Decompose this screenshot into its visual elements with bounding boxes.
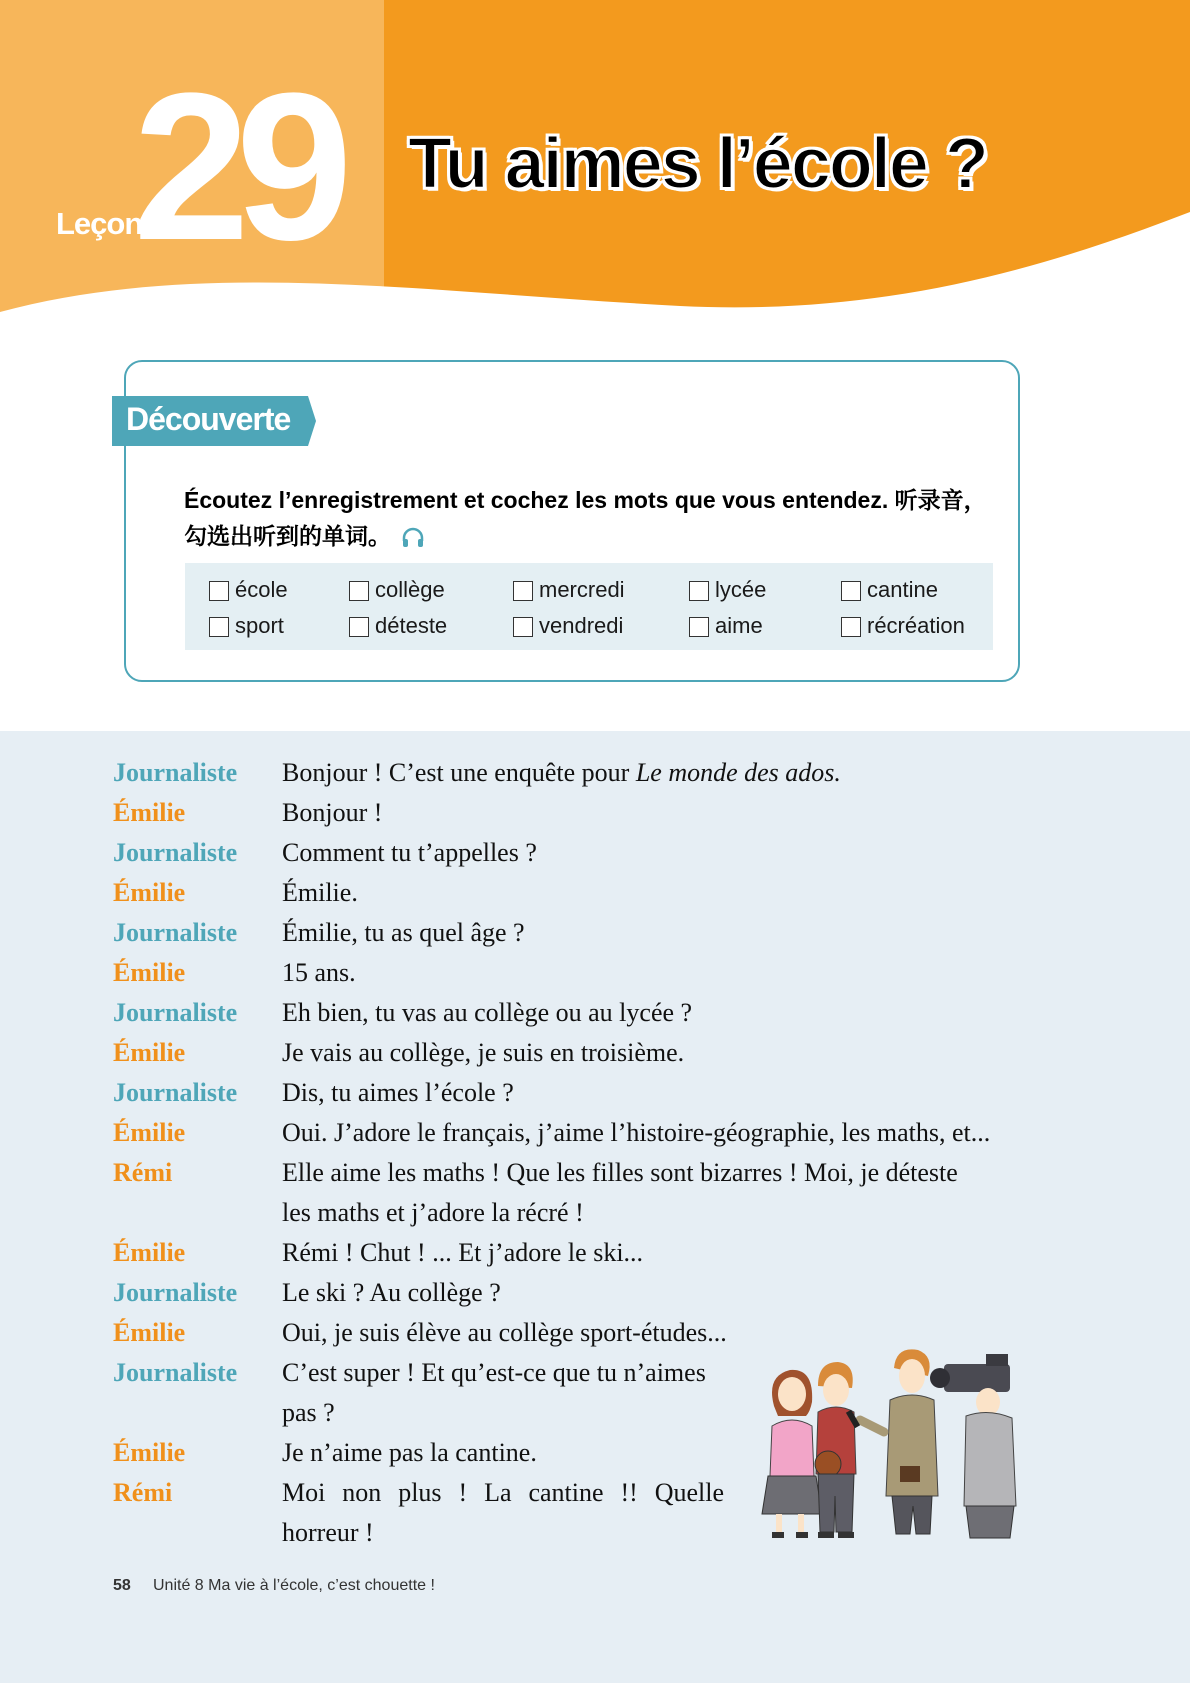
speaker-name: Émilie (113, 1038, 186, 1067)
lecon-label: Leçon (56, 206, 143, 241)
speaker-name: Rémi (113, 1158, 173, 1187)
word-item-recreation[interactable]: récréation (841, 614, 965, 638)
speaker-name: Émilie (113, 1238, 186, 1267)
dialogue-line: Oui. J’adore le français, j’aime l’histoire-géographie, les maths, et... (282, 1118, 991, 1147)
dialogue-line: Bonjour ! C’est une enquête pour Le monde des ados. (282, 758, 841, 787)
instruction-label: Écoutez l’enregistrement et cochez les mots que vous entendez. 听录音，勾选出听到的单词。 (184, 487, 987, 549)
dialogue-line-cont: pas ? (282, 1398, 335, 1427)
checkbox[interactable] (841, 617, 861, 637)
speaker-name: Journaliste (113, 838, 238, 867)
dialogue-line: 15 ans. (282, 958, 356, 987)
dialogue-line: Eh bien, tu vas au collège ou au lycée ? (282, 998, 693, 1027)
dialogue-line: Comment tu t’appelles ? (282, 838, 537, 867)
word-item-deteste[interactable]: déteste (349, 614, 447, 638)
checkbox[interactable] (349, 617, 369, 637)
dialogue-line: Bonjour ! (282, 798, 383, 827)
dialogue-line: Émilie. (282, 878, 358, 907)
boy-figure (815, 1362, 856, 1538)
word-item-college[interactable]: collège (349, 578, 445, 602)
decouverte-tag: Découverte (126, 401, 291, 437)
dialogue-line: Dis, tu aimes l’école ? (282, 1078, 514, 1107)
word-item-sport[interactable]: sport (209, 614, 284, 638)
footer-unit-title: Unité 8 Ma vie à l’école, c’est chouette ! (153, 1577, 435, 1594)
dialogue-line: Rémi ! Chut ! ... Et j’adore le ski... (282, 1238, 644, 1267)
dialogue-line: Le ski ? Au collège ? (282, 1278, 501, 1307)
speaker-name: Journaliste (113, 1078, 238, 1107)
speaker-name: Émilie (113, 958, 186, 987)
speaker-name: Émilie (113, 1438, 186, 1467)
checkbox[interactable] (209, 581, 229, 601)
headphones-icon[interactable] (401, 527, 425, 549)
checkbox[interactable] (689, 617, 709, 637)
lesson-number: 29 (133, 49, 339, 284)
word-item-vendredi[interactable]: vendredi (513, 614, 623, 638)
word-checklist (185, 563, 993, 650)
dialogue-line: Je n’aime pas la cantine. (282, 1438, 537, 1467)
speaker-name: Émilie (113, 878, 186, 907)
dialogue-line-cont: horreur ! (282, 1518, 374, 1547)
word-item-cantine[interactable]: cantine (841, 578, 938, 602)
speaker-name: Journaliste (113, 998, 238, 1027)
dialogue-line: Émilie, tu as quel âge ? (282, 918, 525, 947)
speaker-name: Rémi (113, 1478, 173, 1507)
lesson-title: Tu aimes l’école ? (408, 124, 987, 204)
dialogue-line: Elle aime les maths ! Que les filles sont bizarres ! Moi, je déteste (282, 1158, 958, 1187)
cameraman-figure (930, 1354, 1016, 1538)
checkbox[interactable] (349, 581, 369, 601)
word-item-lycee[interactable]: lycée (689, 578, 766, 602)
speaker-name: Journaliste (113, 1358, 238, 1387)
dialogue-line-cont: les maths et j’adore la récré ! (282, 1198, 584, 1227)
page-number: 58 (113, 1577, 131, 1594)
dialogue-line: Oui, je suis élève au collège sport-études... (282, 1318, 727, 1347)
speaker-name: Journaliste (113, 1278, 238, 1307)
speaker-name: Émilie (113, 1318, 186, 1347)
checkbox[interactable] (513, 581, 533, 601)
checkbox[interactable] (209, 617, 229, 637)
speaker-name: Journaliste (113, 918, 238, 947)
speaker-name: Journaliste (113, 758, 238, 787)
word-item-ecole[interactable]: école (209, 578, 288, 602)
girl-figure (762, 1370, 822, 1538)
word-item-aime[interactable]: aime (689, 614, 763, 638)
checkbox[interactable] (689, 581, 709, 601)
word-item-mercredi[interactable]: mercredi (513, 578, 625, 602)
journalist-figure (846, 1349, 938, 1534)
checkbox[interactable] (841, 581, 861, 601)
checkbox[interactable] (513, 617, 533, 637)
instruction-text (184, 482, 999, 554)
dialogue-line: Je vais au collège, je suis en troisième. (282, 1038, 685, 1067)
speaker-name: Émilie (113, 1118, 186, 1147)
dialogue-line: C’est super ! Et qu’est-ce que tu n’aimes (282, 1358, 706, 1387)
dialogue-line: Moi non plus ! La cantine !! Quelle (282, 1478, 724, 1507)
interview-illustration (752, 1346, 1020, 1542)
speaker-name: Émilie (113, 798, 186, 827)
